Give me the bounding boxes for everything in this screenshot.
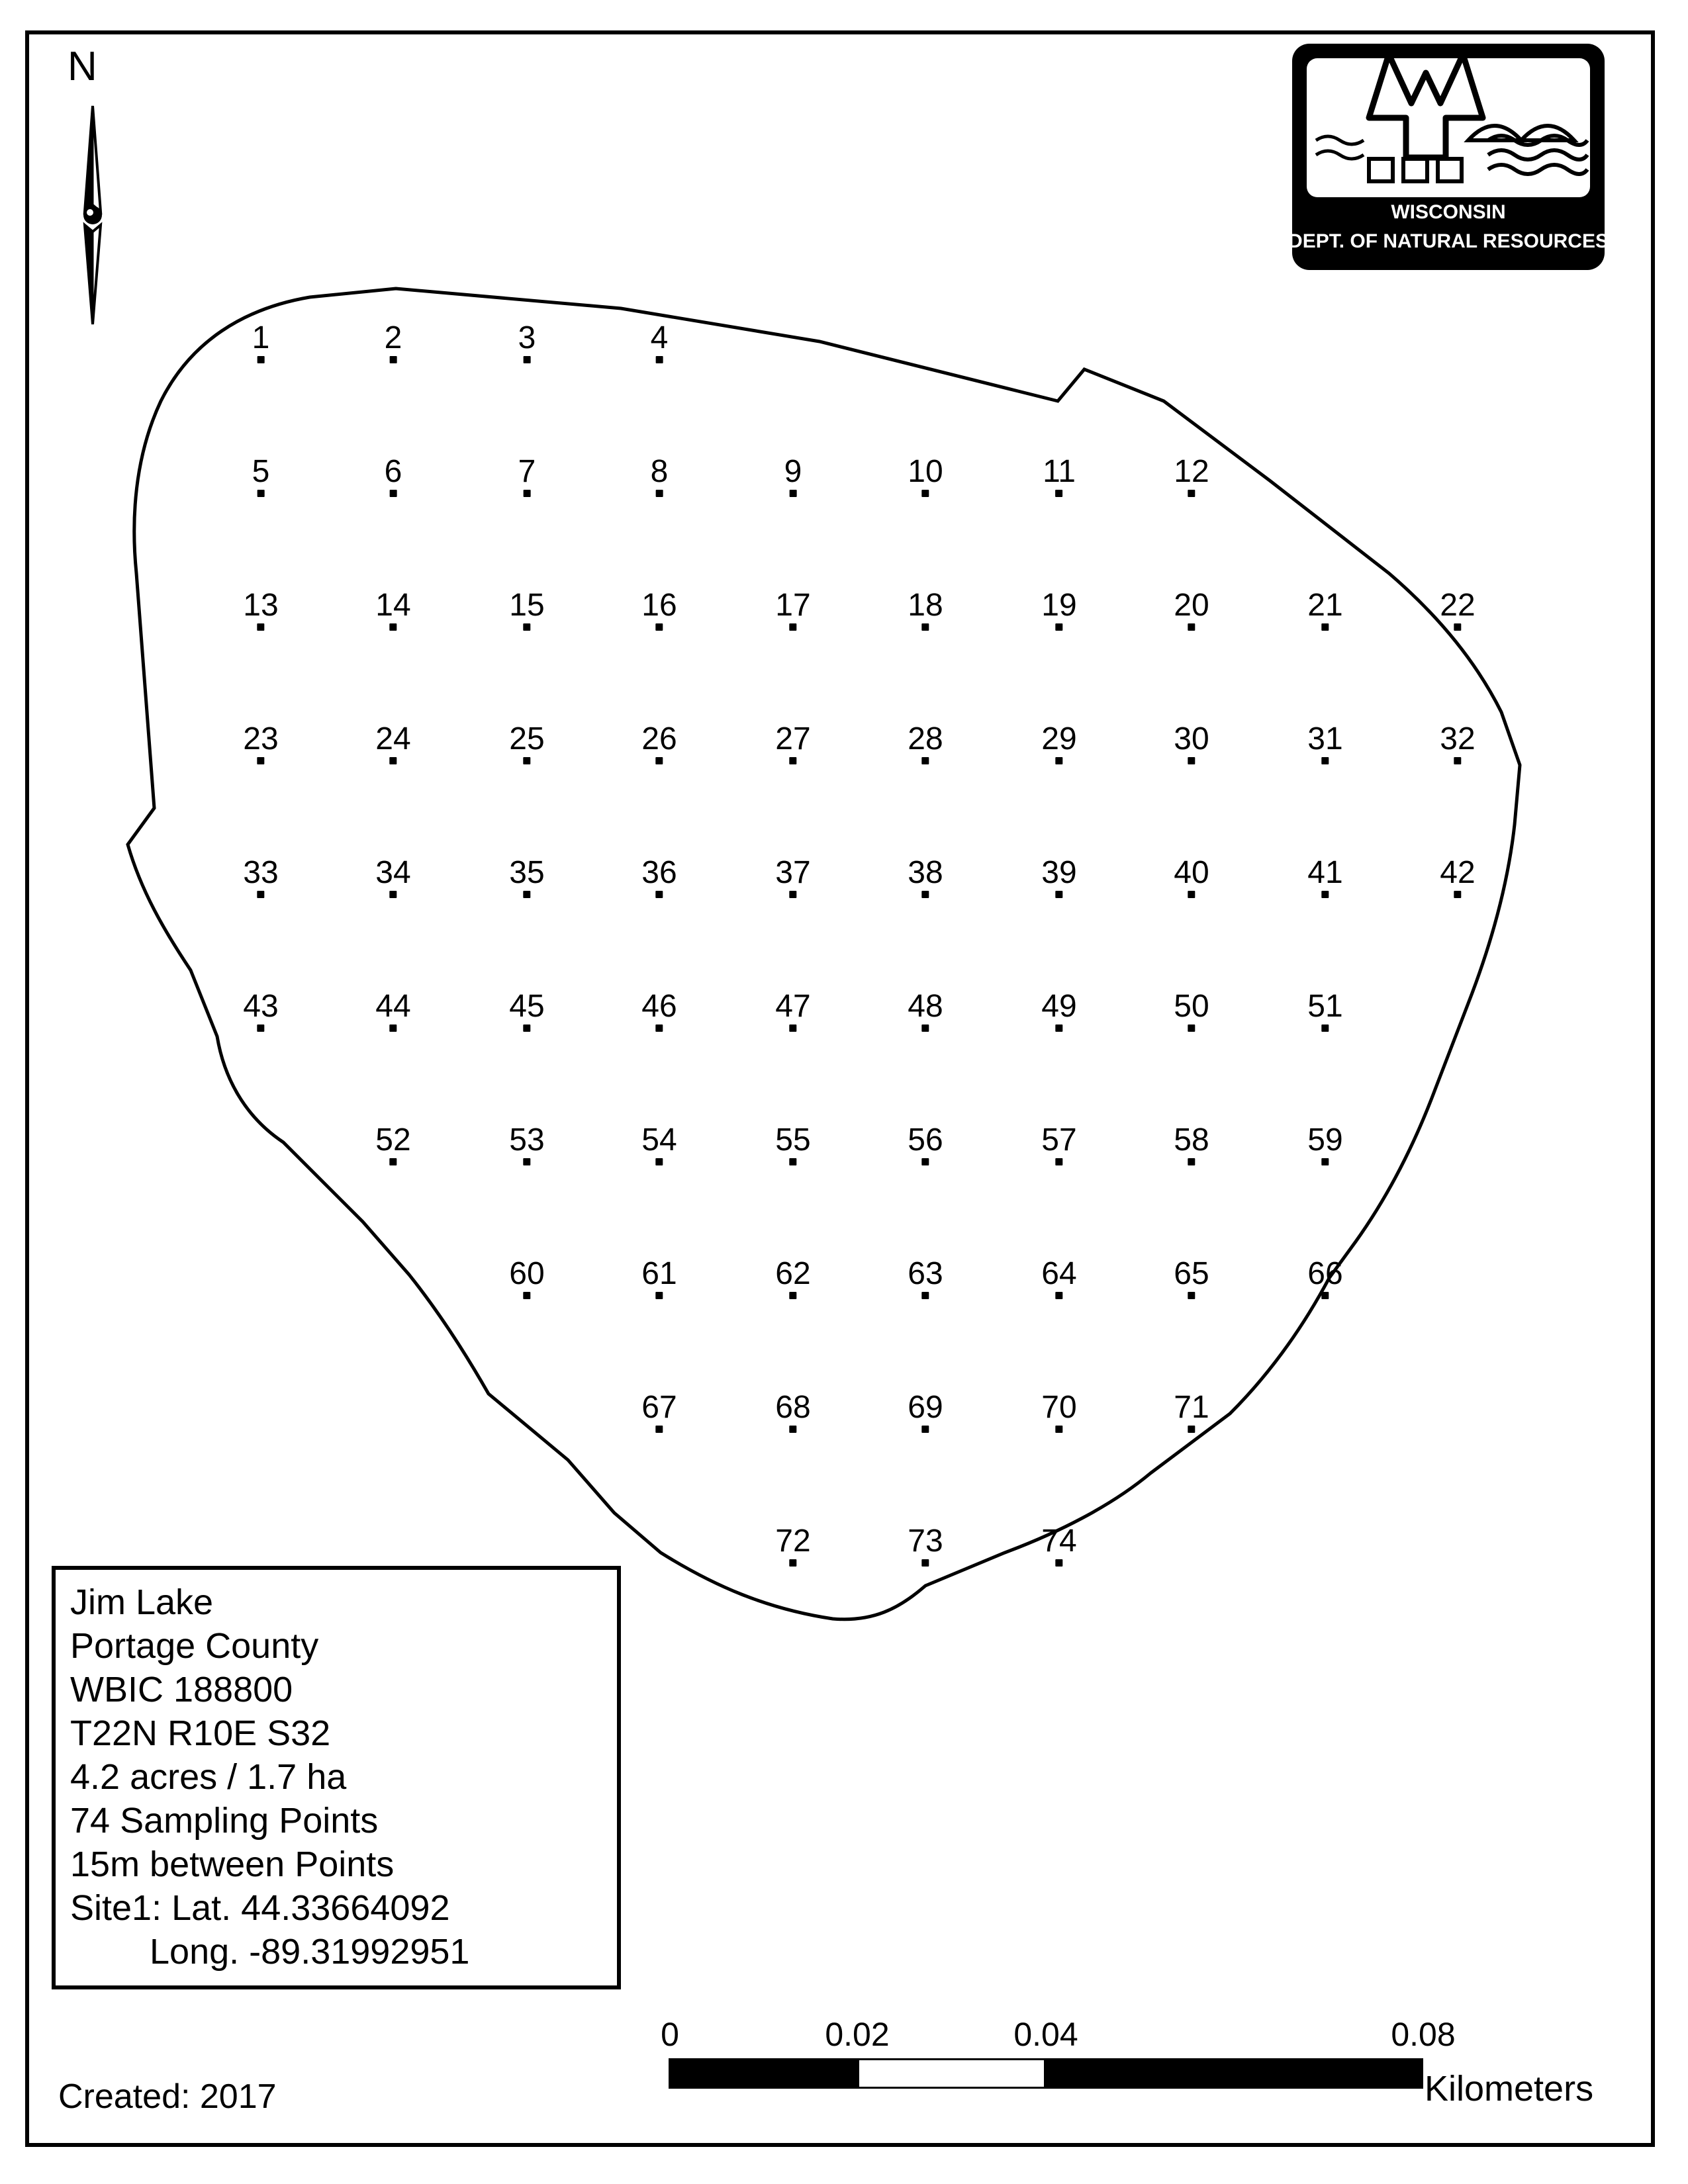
sampling-point-marker [1188,1292,1195,1299]
sampling-point-label: 23 [243,721,279,756]
sampling-point [518,455,536,497]
sampling-point [1041,990,1076,1032]
sampling-point-marker [1055,1559,1062,1567]
scale-tick-0-04: 0.04 [1013,2016,1078,2053]
sampling-point [509,723,544,764]
sampling-point-label: 40 [1174,855,1209,890]
sampling-point-label: 7 [518,454,536,489]
info-site-latitude: Site1: Lat. 44.33664092 [70,1888,450,1928]
sampling-point [775,856,810,898]
sampling-point-marker [1188,1158,1195,1165]
sampling-point-marker [1055,891,1062,898]
sampling-point [243,856,278,898]
sampling-point-marker [789,1292,796,1299]
logo-agency-line2: DEPT. OF NATURAL RESOURCES [1289,230,1607,252]
sampling-point-label: 41 [1307,855,1343,890]
sampling-point [243,723,278,764]
sampling-point [509,1124,544,1165]
sampling-point-label: 34 [375,855,411,890]
sampling-point-label: 32 [1440,721,1476,756]
sampling-point [1440,589,1475,631]
sampling-point-marker [257,490,264,497]
sampling-point-label: 35 [509,855,545,890]
sampling-point-label: 28 [908,721,943,756]
sampling-point [1174,856,1209,898]
sampling-point-marker [921,891,929,898]
sampling-point-marker [1321,1158,1329,1165]
sampling-point-label: 54 [641,1122,677,1158]
sampling-point-label: 1 [252,320,270,355]
sampling-point [243,589,278,631]
sampling-point [1041,589,1076,631]
sampling-point [385,455,402,497]
sampling-point-marker [1454,757,1461,764]
sampling-point-marker [1055,623,1062,631]
sampling-point [1041,1391,1076,1433]
sampling-point-label: 21 [1307,588,1343,623]
sampling-point [641,1124,677,1165]
sampling-point-label: 39 [1041,855,1077,890]
sampling-point-marker [655,623,663,631]
sampling-point-label: 29 [1041,721,1077,756]
sampling-point [1307,723,1342,764]
sampling-point-label: 51 [1307,989,1343,1024]
sampling-point [908,723,943,764]
sampling-point [1307,856,1342,898]
scale-bar [669,2058,1423,2091]
sampling-point-label: 16 [641,588,677,623]
sampling-point-marker [921,1024,929,1032]
sampling-point [1041,856,1076,898]
sampling-point-marker [523,891,530,898]
sampling-point-marker [655,1426,663,1433]
sampling-point-marker [257,891,264,898]
sampling-point-marker [389,891,397,898]
sampling-point-label: 63 [908,1256,943,1291]
sampling-point [775,1391,810,1433]
info-lake-name: Jim Lake [70,1582,214,1622]
info-county: Portage County [70,1626,319,1666]
info-point-count: 74 Sampling Points [70,1801,379,1841]
sampling-point-label: 36 [641,855,677,890]
sampling-point-marker [789,1559,796,1567]
sampling-point-marker [1321,891,1329,898]
sampling-point [1043,455,1076,497]
sampling-point [509,589,544,631]
sampling-point-label: 48 [908,989,943,1024]
sampling-point-label: 61 [641,1256,677,1291]
sampling-point [641,990,677,1032]
sampling-point-marker [523,1024,530,1032]
sampling-point [775,589,810,631]
sampling-point-label: 27 [775,721,811,756]
sampling-point-label: 52 [375,1122,411,1158]
sampling-point [243,990,278,1032]
sampling-point [1174,589,1209,631]
sampling-point-marker [1321,623,1329,631]
sampling-point-marker [1055,1158,1062,1165]
sampling-point [1041,1257,1076,1299]
sampling-point-label: 15 [509,588,545,623]
sampling-point-label: 10 [908,454,943,489]
sampling-point-marker [655,1292,663,1299]
sampling-point-label: 47 [775,989,811,1024]
sampling-point-label: 71 [1174,1390,1209,1425]
sampling-point-marker [789,490,796,497]
sampling-point [1307,990,1342,1032]
sampling-point-marker [389,490,397,497]
sampling-point-label: 18 [908,588,943,623]
sampling-point-marker [257,623,264,631]
sampling-point-label: 70 [1041,1390,1077,1425]
sampling-point-marker [789,757,796,764]
sampling-point-label: 45 [509,989,545,1024]
sampling-point [908,1124,943,1165]
sampling-point [1041,1525,1076,1567]
sampling-point-marker [389,757,397,764]
scale-segment-3 [1046,2058,1423,2089]
sampling-point-marker [789,891,796,898]
sampling-point-label: 2 [384,320,402,355]
sampling-point-marker [1055,757,1062,764]
sampling-point [1174,1257,1209,1299]
sampling-point [509,1257,544,1299]
sampling-point-label: 3 [518,320,536,355]
map-info-box [52,1566,621,1989]
sampling-point-label: 13 [243,588,279,623]
sampling-point-label: 73 [908,1524,943,1559]
sampling-point [908,990,943,1032]
info-plss: T22N R10E S32 [70,1713,331,1753]
sampling-point-label: 60 [509,1256,545,1291]
sampling-point-marker [523,1158,530,1165]
scale-tick-0: 0 [661,2016,679,2053]
sampling-point [1440,856,1475,898]
sampling-point-label: 69 [908,1390,943,1425]
sampling-point-marker [655,356,663,363]
sampling-point-label: 46 [641,989,677,1024]
sampling-point-label: 72 [775,1524,811,1559]
sampling-point [385,322,402,363]
sampling-point-marker [523,1292,530,1299]
sampling-point-marker [389,1158,397,1165]
sampling-point [775,1257,810,1299]
scale-units-label: Kilometers [1425,2069,1594,2109]
sampling-point [1307,1124,1342,1165]
sampling-point-label: 14 [375,588,411,623]
sampling-point-marker [789,623,796,631]
sampling-point-marker [1454,891,1461,898]
sampling-point-marker [1055,1426,1062,1433]
sampling-point-marker [523,490,530,497]
sampling-point [375,1124,410,1165]
sampling-point [908,1391,943,1433]
sampling-point-marker [1188,891,1195,898]
sampling-point [252,322,270,363]
sampling-point [641,1257,677,1299]
sampling-point-label: 33 [243,855,279,890]
sampling-point [1307,1257,1342,1299]
sampling-point-label: 19 [1041,588,1077,623]
sampling-point [1041,723,1076,764]
sampling-point-marker [789,1024,796,1032]
scale-tick-0-02: 0.02 [825,2016,890,2053]
sampling-point [375,723,410,764]
sampling-point-marker [257,356,264,363]
sampling-point-marker [1188,1024,1195,1032]
sampling-point-label: 20 [1174,588,1209,623]
sampling-point-marker [389,1024,397,1032]
sampling-point-marker [655,891,663,898]
info-site-longitude: Long. -89.31992951 [70,1932,470,1972]
sampling-point-label: 24 [375,721,411,756]
sampling-point-marker [1321,1024,1329,1032]
sampling-point-label: 53 [509,1122,545,1158]
sampling-point [641,856,677,898]
sampling-point-label: 9 [784,454,802,489]
sampling-point-label: 64 [1041,1256,1077,1291]
sampling-point-label: 25 [509,721,545,756]
sampling-point-marker [1321,1292,1329,1299]
sampling-point [252,455,270,497]
sampling-point-label: 57 [1041,1122,1077,1158]
sampling-point-label: 26 [641,721,677,756]
sampling-point-marker [523,356,530,363]
sampling-point [775,990,810,1032]
sampling-point-label: 12 [1174,454,1209,489]
sampling-point [784,455,802,497]
sampling-point-label: 62 [775,1256,811,1291]
sampling-point-marker [1055,490,1062,497]
sampling-point-marker [257,1024,264,1032]
sampling-point [908,455,943,497]
sampling-point-marker [921,757,929,764]
sampling-point-marker [921,490,929,497]
sampling-point-label: 56 [908,1122,943,1158]
sampling-point-label: 30 [1174,721,1209,756]
created-label: Created: 2017 [58,2077,277,2116]
info-wbic: WBIC 188800 [70,1670,293,1709]
sampling-point-marker [789,1158,796,1165]
sampling-point-marker [1454,623,1461,631]
sampling-point [908,1257,943,1299]
sampling-point [1307,589,1342,631]
sampling-point [375,990,410,1032]
sampling-point [1174,1391,1209,1433]
sampling-point-marker [1055,1024,1062,1032]
sampling-point-label: 55 [775,1122,811,1158]
sampling-point-label: 22 [1440,588,1476,623]
sampling-point-label: 31 [1307,721,1343,756]
sampling-point-marker [921,1559,929,1567]
sampling-point-marker [655,757,663,764]
sampling-point-marker [921,1292,929,1299]
sampling-point-label: 68 [775,1390,811,1425]
info-point-spacing: 15m between Points [70,1844,395,1884]
sampling-point-marker [523,757,530,764]
sampling-point [908,589,943,631]
sampling-point-label: 5 [252,454,270,489]
sampling-point-label: 37 [775,855,811,890]
logo-agency-line1: WISCONSIN [1391,201,1506,223]
sampling-point [518,322,536,363]
sampling-point-marker [921,623,929,631]
sampling-point [375,856,410,898]
sampling-point [509,856,544,898]
sampling-point [775,1124,810,1165]
sampling-point-marker [257,757,264,764]
scale-tick-0-08: 0.08 [1391,2016,1456,2053]
sampling-point [509,990,544,1032]
sampling-point [775,1525,810,1567]
sampling-point [641,723,677,764]
sampling-point-label: 67 [641,1390,677,1425]
sampling-point [1174,455,1209,497]
sampling-point [1174,723,1209,764]
sampling-point-label: 11 [1043,454,1076,489]
sampling-point-label: 58 [1174,1122,1209,1158]
sampling-point-label: 6 [384,454,402,489]
sampling-point-label: 59 [1307,1122,1343,1158]
sampling-point [908,1525,943,1567]
sampling-point-label: 49 [1041,989,1077,1024]
sampling-point [375,589,410,631]
scale-segment-1 [669,2058,857,2089]
sampling-point-marker [389,356,397,363]
sampling-point [1440,723,1475,764]
sampling-point-marker [921,1426,929,1433]
sampling-point-label: 17 [775,588,811,623]
sampling-point [651,322,669,363]
sampling-point [908,856,943,898]
sampling-point-label: 8 [650,454,669,489]
sampling-point-marker [655,490,663,497]
sampling-point-marker [523,623,530,631]
sampling-point-marker [1188,757,1195,764]
sampling-point-label: 66 [1307,1256,1343,1291]
sampling-point-label: 43 [243,989,279,1024]
sampling-point-marker [1055,1292,1062,1299]
sampling-point [641,589,677,631]
sampling-point [1174,990,1209,1032]
sampling-point-label: 74 [1041,1524,1077,1559]
sampling-point-marker [921,1158,929,1165]
sampling-point-label: 50 [1174,989,1209,1024]
sampling-point [641,1391,677,1433]
sampling-point-label: 44 [375,989,411,1024]
sampling-point-marker [1188,623,1195,631]
sampling-point-marker [1188,490,1195,497]
sampling-point-label: 42 [1440,855,1476,890]
sampling-point-marker [789,1426,796,1433]
sampling-point-marker [655,1024,663,1032]
sampling-point [1041,1124,1076,1165]
scale-segment-2 [857,2058,1046,2089]
sampling-point-marker [1188,1426,1195,1433]
sampling-point-label: 38 [908,855,943,890]
sampling-point-label: 4 [650,320,669,355]
north-label: N [68,44,97,89]
sampling-point-marker [1321,757,1329,764]
sampling-point [651,455,669,497]
sampling-point [775,723,810,764]
sampling-point [1174,1124,1209,1165]
sampling-point-marker [389,623,397,631]
sampling-point-label: 65 [1174,1256,1209,1291]
sampling-point-marker [655,1158,663,1165]
info-area: 4.2 acres / 1.7 ha [70,1757,347,1797]
